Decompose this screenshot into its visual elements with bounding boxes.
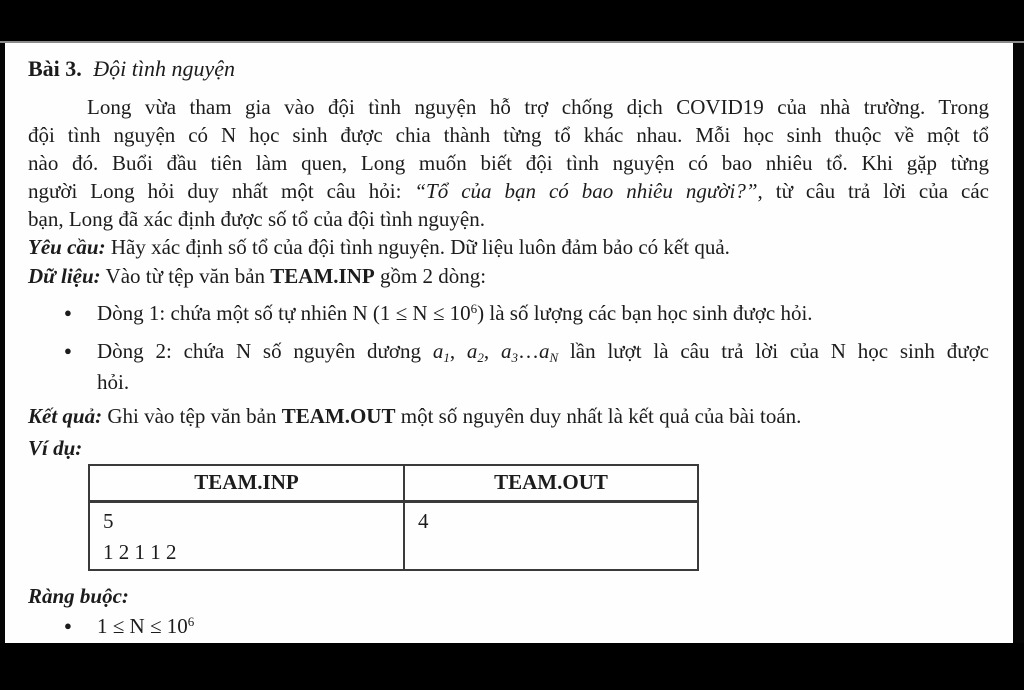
input-value-line: 5	[103, 508, 114, 533]
table-row	[89, 501, 698, 570]
list-item-text: Dòng 2: chứa N số nguyên dương a1, a2, a3…aN lần lượt là câu trả lời của N học sinh được	[97, 339, 990, 365]
example-label: Ví dụ:	[28, 436, 83, 460]
list-item-text: Dòng 1: chứa một số tự nhiên N $(1 \le N \le 10^6)$ là số lượng các bạn học sinh được hỏi.	[97, 300, 813, 325]
input-description-line: Dữ liệu: Vào từ tệp văn bản TEAM.INP gồm 2 dòng:	[28, 264, 487, 288]
paragraph-line: người Long hỏi duy nhất một câu hỏi: “Tổ của bạn có bao nhiêu người?”, từ câu trả lời của các	[28, 179, 989, 203]
paragraph-line: Long vừa tham gia vào đội tình nguyện hỗ trợ chống dịch COVID19 của nhà trường. Trong	[87, 95, 989, 119]
list-item-line1	[28, 299, 989, 330]
constraints-label: Ràng buộc:	[28, 584, 129, 608]
bullet-icon: ●	[64, 305, 72, 320]
paragraph-line: bạn, Long đã xác định được số tổ của đội tình nguyện.	[28, 207, 485, 231]
output-value-line: 4	[418, 508, 429, 533]
bullet-icon: ●	[64, 343, 72, 358]
paragraph-line: nào đó. Buổi đầu tiên làm quen, Long muốn biết đội tình nguyện có bao nhiêu tổ. Khi gặp từng	[28, 151, 989, 175]
bullet-icon: ●	[64, 618, 72, 633]
table-cell-input	[89, 501, 404, 570]
input-value-line: 1 2 1 1 2	[103, 539, 177, 564]
letterbox-right-edge	[1013, 43, 1024, 643]
constraint-text: $1 \le N \le 10^6$	[97, 613, 195, 638]
problem-title: Bài 3. Đội tình nguyện	[28, 56, 236, 81]
example-table	[88, 464, 699, 571]
list-item-text: hỏi.	[97, 370, 130, 394]
constraint-item	[28, 612, 989, 643]
output-description-line: Kết quả: Ghi vào tệp văn bản TEAM.OUT một số nguyên duy nhất là kết quả của bài toán.	[28, 404, 802, 428]
table-header-input: TEAM.INP	[89, 465, 404, 501]
table-cell-output	[404, 501, 698, 570]
problem-statement	[28, 93, 989, 233]
letterbox-bottom-bar	[0, 643, 1024, 690]
table-header-output: TEAM.OUT	[404, 465, 698, 501]
document-page	[5, 43, 1013, 643]
letterbox-top-bar	[0, 0, 1024, 43]
list-item-line2	[28, 337, 989, 396]
requirement-line: Yêu cầu: Hãy xác định số tổ của đội tình nguyện. Dữ liệu luôn đảm bảo có kết quả.	[28, 235, 730, 259]
paragraph-line: đội tình nguyện có N học sinh được chia thành từng tổ khác nhau. Mỗi học sinh thuộc về một tổ	[28, 123, 989, 147]
table-header-row	[89, 465, 698, 501]
